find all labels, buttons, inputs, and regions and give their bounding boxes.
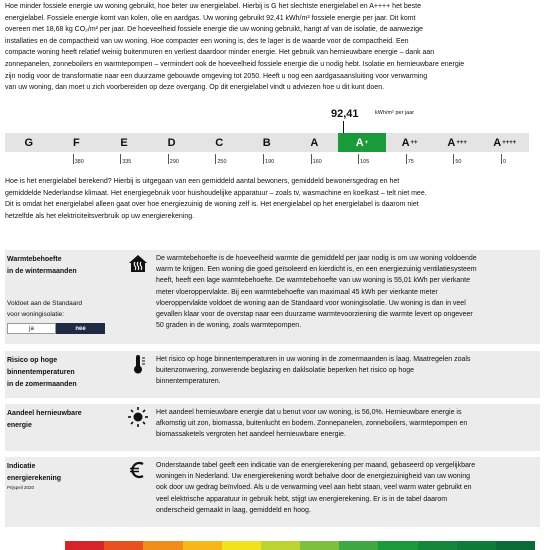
price-level-note: Prijspeil 2020 <box>7 485 35 490</box>
section-title: Warmtebehoefte in de wintermaanden <box>7 256 77 275</box>
energy-class-11: A ++++ <box>493 136 517 149</box>
intro-paragraph <box>5 1 535 94</box>
strip-segment <box>65 541 104 550</box>
section-title: Indicatie energierekening <box>7 463 62 482</box>
strip-segment <box>300 541 339 550</box>
house-heat-icon <box>127 252 149 274</box>
intro-line: zonnepanelen, zonneboilers en warmtepompen – vermindert ook de hoeveelheid fossiele energie die u nodig hebt. Isolatie en hernieuwbare energie <box>5 60 465 68</box>
intro-line: zijn nodig voor de transformatie naar een duurzame gebouwde omgeving tot 2050. Heeft u nog een aardgasaansluiting voor verwarming <box>5 72 428 80</box>
energy-label-scale <box>5 108 529 166</box>
section-warmtebehoefte <box>5 250 540 344</box>
section-title: Aandeel hernieuwbare energie <box>7 410 82 429</box>
section-hernieuwbaar <box>5 404 540 451</box>
strip-segment <box>418 541 457 550</box>
strip-segment <box>378 541 417 550</box>
energy-limit: 105 <box>338 154 386 166</box>
section-text: De warmtebehoefte is de hoeveelheid warmte die gemiddeld per jaar nodig is om uw woning voldoende warm te krijgen. Een woning die goed geïsoleerd en kierdicht is, en een energiezuinig ventilatiesysteem heeft, heeft een lage warmtebehoefte. De warmtebehoefte van uw woning is 55,01 kWh per vierkante meter vloeroppervlakte. Bij een warmtebehoefte van maximaal 45 kWh per vierkante meter vloeroppervlakte voldoet de woning aan de Standaard voor woningisolatie. Uw woning is dan in veel gevallen klaar voor de overstap naar een duurzame warmtevoorziening die warmte levert op ongeveer 50 graden in de woning, zoals warmtepompen. <box>156 255 477 330</box>
energy-class-8: A + <box>338 133 386 152</box>
strip-segment <box>183 541 222 550</box>
strip-segment <box>261 541 300 550</box>
energy-class-2: F <box>73 136 80 149</box>
energy-limit: 160 <box>291 154 339 166</box>
strip-segment <box>104 541 143 550</box>
section-energierekening <box>5 457 540 527</box>
intro-line: Hoe minder fossiele energie uw woning gebruikt, hoe beter uw energielabel. Hierbij is G het slechtste energielabel en A++++ het beste <box>5 3 421 10</box>
energy-limits <box>5 154 529 166</box>
strip-segment <box>496 541 535 550</box>
energy-limit: 380 <box>53 154 101 166</box>
energy-limit <box>5 154 53 166</box>
intro-line: overeen met 18,68 kg CO₂/m² per jaar. De hoeveelheid fossiele energie die uw woning gebruikt, hangt af van de isolatie, de aanwezige <box>5 26 423 34</box>
energy-class-4: D <box>167 136 176 149</box>
strip-segment <box>222 541 261 550</box>
isolation-answer <box>7 323 105 334</box>
energy-limit: 335 <box>100 154 148 166</box>
energy-limit: 75 <box>386 154 434 166</box>
section-title: Risico op hoge binnentemperaturen in de zomermaanden <box>7 357 77 388</box>
energy-class-10: A +++ <box>447 136 467 149</box>
energy-marker-value: 92,41 <box>331 108 359 120</box>
energy-class-9: A ++ <box>401 136 418 149</box>
energy-marker-unit: kWh/m² per jaar <box>375 110 415 116</box>
isolation-question: Voldoet aan de Standaard voor woningisolatie: <box>7 300 83 318</box>
section-text: Het risico op hoge binnentemperaturen in uw woning in de zomermaanden is laag. Maatregelen zoals buitenzonwering, zonwerende beglazing en daklsolatie beperken het risico op hoge binnentemperaturen. <box>156 356 471 386</box>
answer-no-selected: nee <box>56 323 105 334</box>
intro-line: energielabel. Fossiele energie komt van kolen, olie en aardgas. Uw woning gebruikt 92,41 kWh/m² fossiele energie per jaar. Dit komt <box>5 14 416 22</box>
energy-limit: 50 <box>433 154 481 166</box>
howto-line: Dit is omdat het energielabel alleen gaat over hoe energiezuinig de woning zelf is. Het energielabel op het energielabel is daarom niet <box>5 201 419 209</box>
energy-label-bar <box>5 133 529 152</box>
answer-yes: ja <box>7 323 56 334</box>
sun-icon <box>127 406 149 428</box>
intro-line: compacte woning heeft relatief weinig buitenmuren en verliest daardoor minder energie. Het gebruik van hernieuwbare energie – dank aan <box>5 49 435 57</box>
energy-class-7: A <box>310 136 319 149</box>
section-text: Onderstaande tabel geeft een indicatie van de energierekening per maand, gebaseerd op vergelijkbare woningen in Nederland. Uw energierekening wordt behalve door de energiezuinigheid van uw woning ook door uw gedrag beïnvloed. Als u de verwarming veel aan hebt staan, veel warm water gebruikt en veel elektrische apparatuur in gebruik hebt, stijgt uw energierekening. Er is in de tabel daarom onderscheid gemaakt in laag, gemiddeld en hoog. <box>156 462 476 514</box>
energy-class-6: B <box>262 136 271 149</box>
strip-segment <box>457 541 496 550</box>
energy-limit: 190 <box>243 154 291 166</box>
energy-color-strip <box>65 541 535 550</box>
energy-class-3: E <box>120 136 128 149</box>
energy-limit: 290 <box>148 154 196 166</box>
howto-line: Hoe is het energielabel berekend? Hierbij is uitgegaan van een gemiddeld aantal bewoners, gemiddeld bewonersgedrag en het <box>5 178 400 185</box>
section-text: Het aandeel hernieuwbare energie dat u benut voor uw woning, is 56,0%. Hernieuwbare energie is afkomstig uit zon, biomassa, buitenlucht en bodem. Zonnepanelen, zonneboilers, warmtepompen en biomassaketels vergroten het aandeel hernieuwbare energie. <box>156 409 468 439</box>
euro-icon <box>127 459 149 481</box>
energy-class-1: G <box>24 136 34 149</box>
intro-line: installaties en de compactheid van uw woning. Hoe compacter een woning is, des te lager is de waarde voor de compactheid. Een <box>5 37 409 45</box>
energy-class-5: C <box>215 136 224 149</box>
energy-limit: 0 <box>481 154 529 166</box>
energy-limit: 250 <box>195 154 243 166</box>
strip-segment <box>143 541 182 550</box>
intro-line: van uw woning, dan moet u zich voorbereiden op deze overgang. Op dit energielabel vindt u adviezen hoe u dit kunt doen. <box>5 84 385 92</box>
section-risico <box>5 351 540 398</box>
thermometer-icon <box>127 353 149 375</box>
howto-line: gemiddelde Nederlandse klimaat. Het energiegebruik voor huishoudelijke apparatuur – zoals tv, wasmachine en koelkast – telt niet mee. <box>5 189 427 197</box>
howto-line: hetzelfde als het elektriciteitsverbruik op uw energierekening. <box>5 212 195 220</box>
calculation-explanation <box>5 176 535 222</box>
strip-segment <box>339 541 378 550</box>
